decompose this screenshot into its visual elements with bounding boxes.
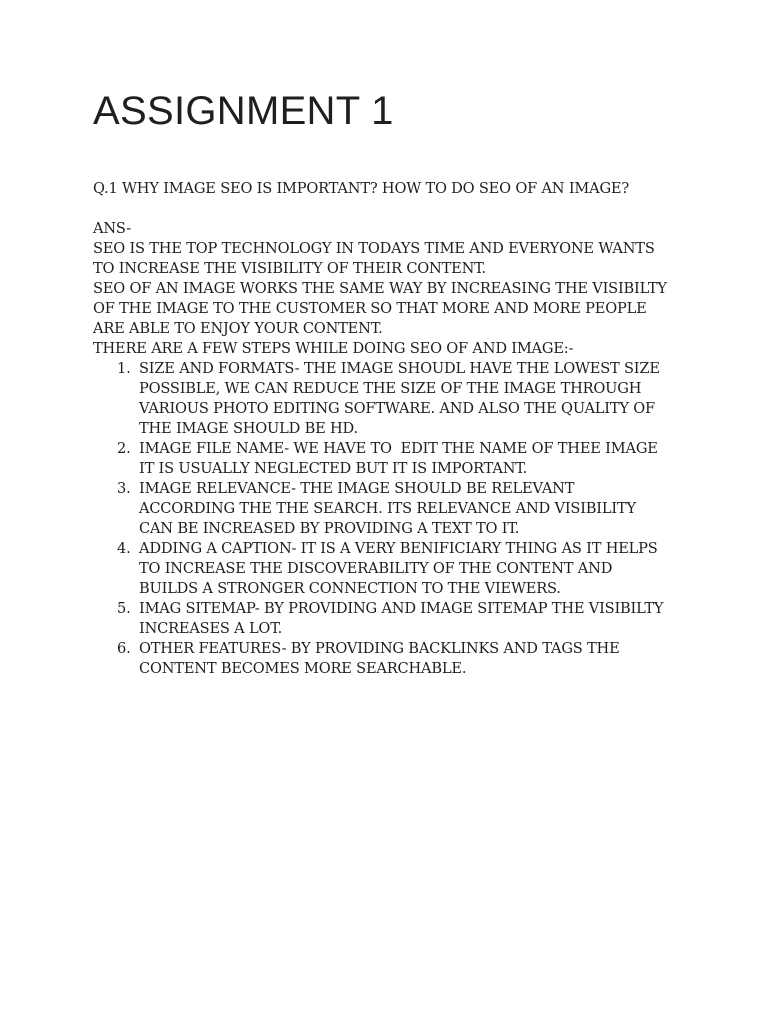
list-item-line: OTHER FEATURES- BY PROVIDING BACKLINKS AND TAGS THE — [139, 640, 620, 657]
list-item-line: IMAGE RELEVANCE- THE IMAGE SHOULD BE RELEVANT — [139, 480, 575, 497]
list-item-line: IMAG SITEMAP- BY PROVIDING AND IMAGE SITEMAP THE VISIBILTY — [139, 600, 664, 617]
intro-paragraph — [93, 239, 693, 359]
blank-line — [93, 199, 693, 219]
list-item-number: 1. — [117, 360, 131, 377]
list-item-number: 6. — [117, 640, 131, 657]
list-item — [93, 479, 693, 539]
list-item-line: IT IS USUALLY NEGLECTED BUT IT IS IMPORTANT. — [139, 460, 528, 477]
list-item — [93, 439, 693, 479]
list-item — [93, 539, 693, 599]
list-item-line: BUILDS A STRONGER CONNECTION TO THE VIEWERS. — [139, 580, 561, 597]
answer-label: ANS- — [93, 220, 131, 237]
list-item-number: 5. — [117, 600, 131, 617]
steps-list — [93, 359, 693, 679]
intro-line: TO INCREASE THE VISIBILITY OF THEIR CONTENT. — [93, 260, 486, 277]
list-item-line: VARIOUS PHOTO EDITING SOFTWARE. AND ALSO THE QUALITY OF — [139, 400, 655, 417]
list-item — [93, 639, 693, 679]
document-title: ASSIGNMENT 1 — [93, 89, 394, 133]
list-item — [93, 599, 693, 639]
list-item-number: 2. — [117, 440, 131, 457]
question-text: Q.1 WHY IMAGE SEO IS IMPORTANT? HOW TO DO SEO OF AN IMAGE? — [93, 180, 629, 197]
list-item-line: CAN BE INCREASED BY PROVIDING A TEXT TO IT. — [139, 520, 520, 537]
intro-line: ARE ABLE TO ENJOY YOUR CONTENT. — [93, 320, 383, 337]
intro-line: THERE ARE A FEW STEPS WHILE DOING SEO OF AND IMAGE:- — [93, 340, 574, 357]
list-item-number: 4. — [117, 540, 131, 557]
intro-line: SEO IS THE TOP TECHNOLOGY IN TODAYS TIME AND EVERYONE WANTS — [93, 240, 655, 257]
list-item-line: ADDING A CAPTION- IT IS A VERY BENIFICIARY THING AS IT HELPS — [139, 540, 658, 557]
list-item-line: INCREASES A LOT. — [139, 620, 283, 637]
document-body — [93, 179, 693, 679]
list-item-line: SIZE AND FORMATS- THE IMAGE SHOUDL HAVE THE LOWEST SIZE — [139, 360, 660, 377]
list-item-line: CONTENT BECOMES MORE SEARCHABLE. — [139, 660, 467, 677]
list-item-line: TO INCREASE THE DISCOVERABILITY OF THE CONTENT AND — [139, 560, 613, 577]
list-item-number: 3. — [117, 480, 131, 497]
list-item-line: THE IMAGE SHOULD BE HD. — [139, 420, 358, 437]
intro-line: SEO OF AN IMAGE WORKS THE SAME WAY BY INCREASING THE VISIBILTY — [93, 280, 667, 297]
intro-line: OF THE IMAGE TO THE CUSTOMER SO THAT MORE AND MORE PEOPLE — [93, 300, 647, 317]
list-item-line: ACCORDING THE THE SEARCH. ITS RELEVANCE AND VISIBILITY — [139, 500, 636, 517]
list-item-line: POSSIBLE, WE CAN REDUCE THE SIZE OF THE IMAGE THROUGH — [139, 380, 642, 397]
list-item-line: IMAGE FILE NAME- WE HAVE TO EDIT THE NAME OF THEE IMAGE — [139, 440, 658, 457]
list-item — [93, 359, 693, 439]
